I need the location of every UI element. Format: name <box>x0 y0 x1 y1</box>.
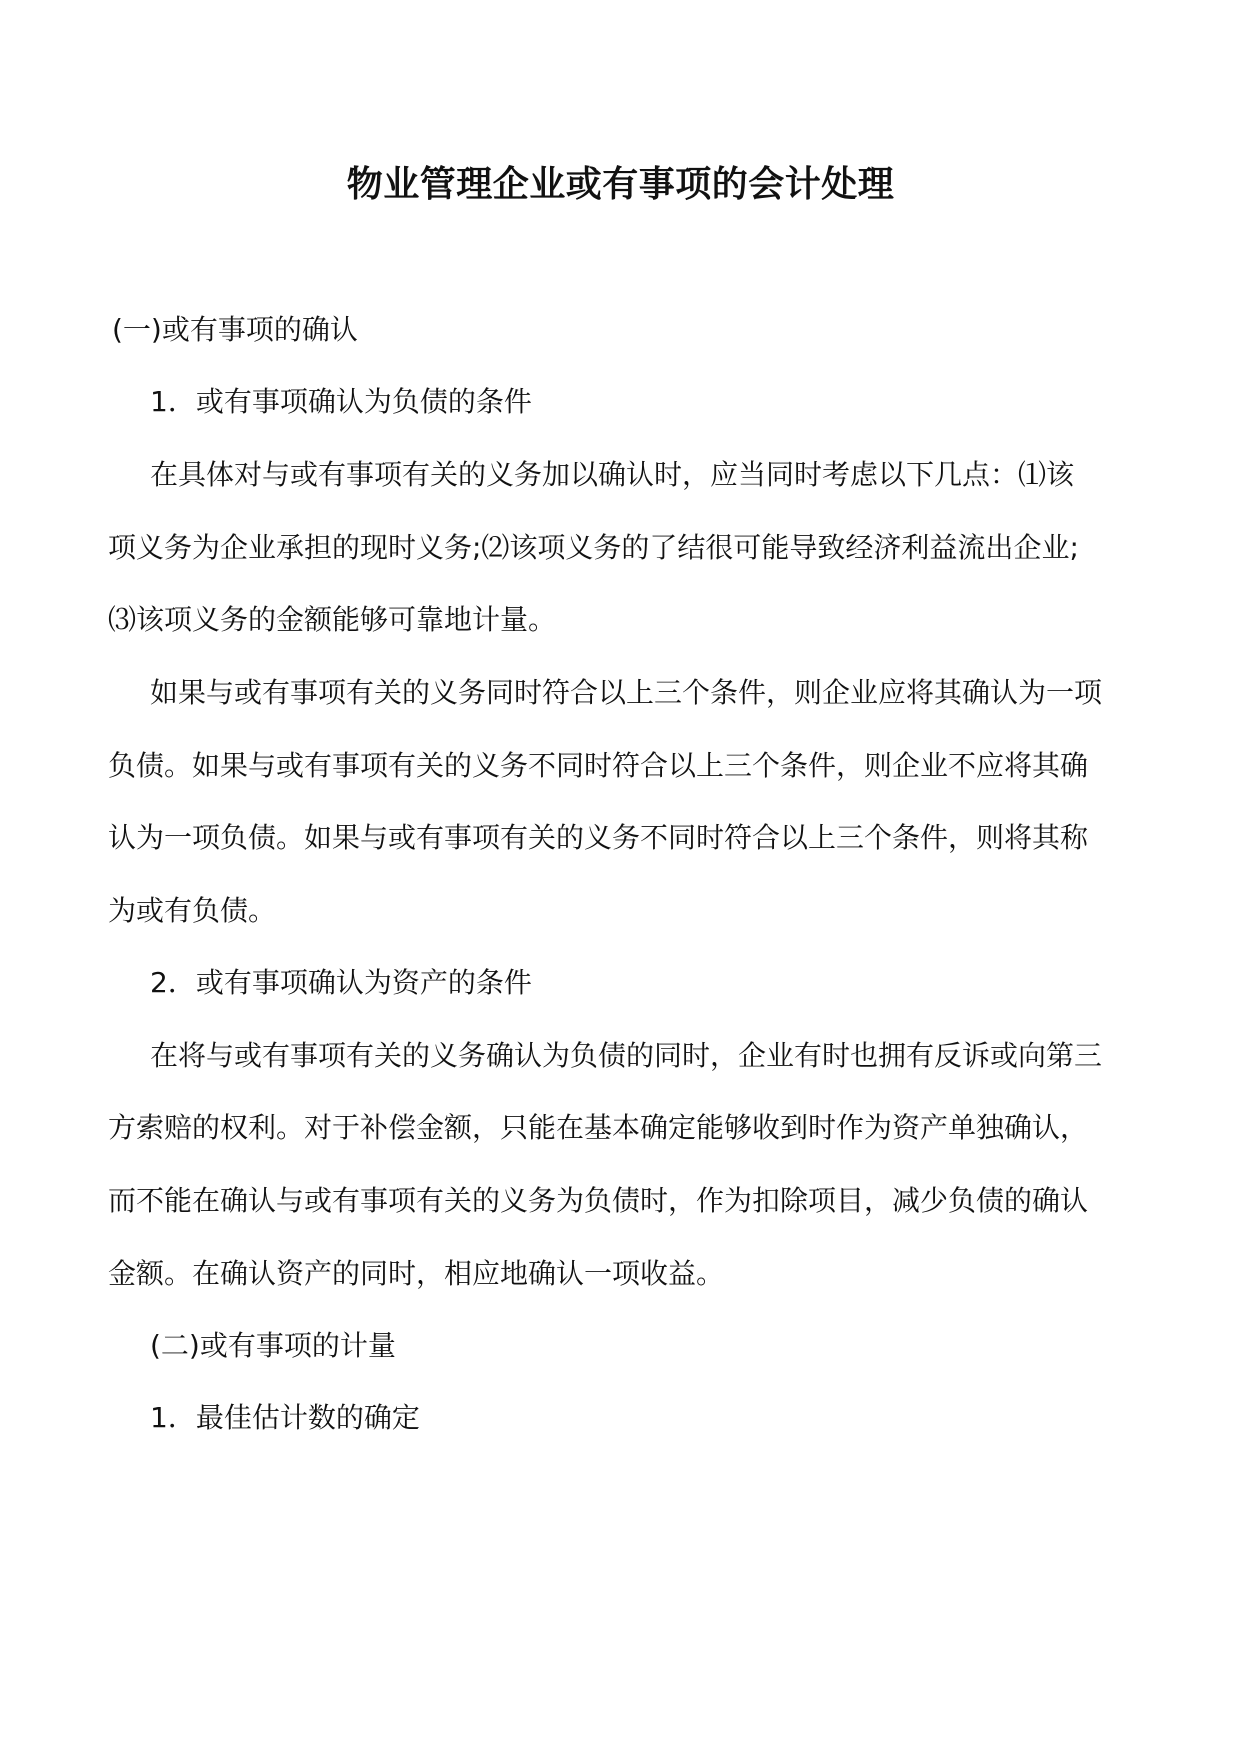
paragraph-line: ⑶该项义务的金额能够可靠地计量。 <box>108 603 557 636</box>
paragraph-line: 在将与或有事项有关的义务确认为负债的同时，企业有时也拥有反诉或向第三 <box>150 1039 1103 1072</box>
paragraph-line: 负债。如果与或有事项有关的义务不同时符合以上三个条件，则企业不应将其确 <box>108 749 1089 782</box>
subsection-heading-2-1: 1．最佳估计数的确定 <box>150 1401 420 1434</box>
paragraph-line: 方索赔的权利。对于补偿金额，只能在基本确定能够收到时作为资产单独确认， <box>108 1111 1089 1144</box>
section-heading-1: (一)或有事项的确认 <box>112 313 358 346</box>
paragraph-line: 金额。在确认资产的同时，相应地确认一项收益。 <box>108 1257 725 1290</box>
paragraph-line: 而不能在确认与或有事项有关的义务为负债时，作为扣除项目，减少负债的确认 <box>108 1184 1089 1217</box>
section-heading-2: (二)或有事项的计量 <box>150 1329 396 1362</box>
paragraph-line: 认为一项负债。如果与或有事项有关的义务不同时符合以上三个条件，则将其称 <box>108 821 1089 854</box>
subsection-heading-1-1: 1．或有事项确认为负债的条件 <box>150 385 532 418</box>
paragraph-line: 在具体对与或有事项有关的义务加以确认时，应当同时考虑以下几点：⑴该 <box>150 458 1075 491</box>
paragraph-line: 项义务为企业承担的现时义务;⑵该项义务的了结很可能导致经济利益流出企业; <box>108 531 1079 564</box>
paragraph-line: 如果与或有事项有关的义务同时符合以上三个条件，则企业应将其确认为一项 <box>150 676 1103 709</box>
subsection-heading-1-2: 2．或有事项确认为资产的条件 <box>150 966 532 999</box>
paragraph-line: 为或有负债。 <box>108 894 277 927</box>
document-title: 物业管理企业或有事项的会计处理 <box>346 163 895 205</box>
